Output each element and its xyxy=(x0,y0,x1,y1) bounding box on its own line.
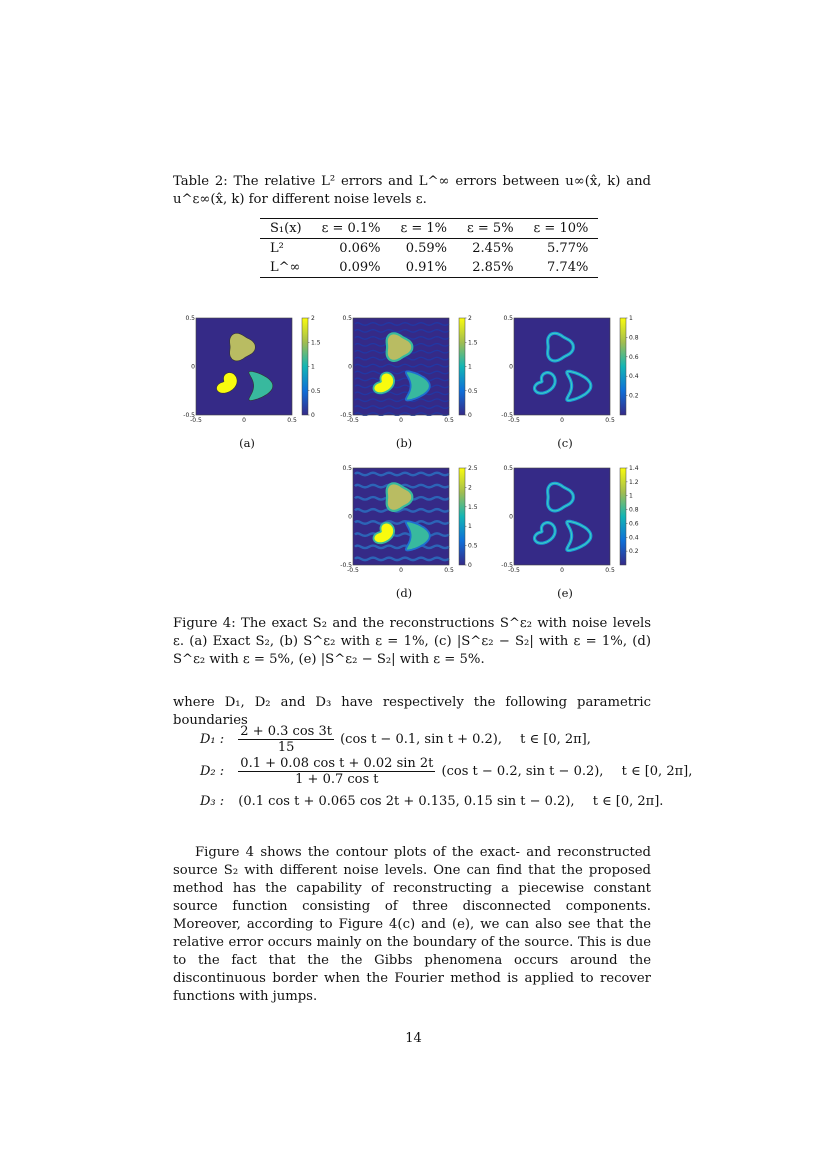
y-tick-label: 0 xyxy=(348,513,352,521)
colorbar-tick-label: 1.5 xyxy=(311,339,321,347)
subplot-label: (a) xyxy=(239,436,255,450)
eq-fraction xyxy=(238,756,435,787)
body-paragraph: Figure 4 shows the contour plots of the exact- and reconstructed source S₂ with different noise levels. One can find that the proposed method has the capability of reconstructing a piecewise constant source function consisting of three disconnected components. Moreover, according to Figure 4(c) and (e), we can also see that the relative error occurs mainly on the boundary of the source. This is due to the fact that the the Gibbs phenomena occurs around the discontinuous border when the Fourier method is applied to recover functions with jumps. xyxy=(173,845,651,1004)
subplot-b xyxy=(340,313,497,433)
x-tick-label: -0.5 xyxy=(190,417,202,424)
colorbar-tick-label: 1.5 xyxy=(468,503,478,511)
plot-area xyxy=(514,468,610,565)
subplot-a xyxy=(183,313,340,433)
plot-area xyxy=(353,468,449,565)
table-cell: 7.74% xyxy=(547,260,589,275)
colorbar-tick-label: 2 xyxy=(468,484,472,492)
colorbar xyxy=(620,468,626,565)
subplot-c xyxy=(501,313,658,433)
eq-denominator: 1 + 0.7 cos t xyxy=(295,772,379,787)
y-tick-label: 0.5 xyxy=(503,465,513,472)
colorbar-tick-label: 0.8 xyxy=(629,506,639,514)
x-tick-label: 0.5 xyxy=(444,417,454,424)
x-tick-label: -0.5 xyxy=(347,417,359,424)
eq-lhs: D₂ : xyxy=(200,764,225,779)
y-tick-label: 0.5 xyxy=(342,315,352,322)
y-tick-label: 0.5 xyxy=(185,315,195,322)
y-tick-label: -0.5 xyxy=(340,562,352,569)
colorbar-tick-label: 0.4 xyxy=(629,534,639,542)
colorbar-tick-label: 1 xyxy=(629,492,633,500)
colorbar-tick-label: 0 xyxy=(468,562,472,569)
y-tick-label: -0.5 xyxy=(183,412,195,419)
colorbar-tick-label: 1 xyxy=(468,363,472,371)
table-cell: 0.09% xyxy=(339,260,381,275)
eq-lhs: D₁ : xyxy=(200,732,225,747)
colorbar-tick-label: 1 xyxy=(468,523,472,531)
equation-d3 xyxy=(200,794,663,809)
colorbar xyxy=(459,468,465,565)
colorbar-tick-label: 0 xyxy=(468,412,472,419)
colorbar-tick-label: 0.6 xyxy=(629,353,639,361)
table-cell: L² xyxy=(270,241,284,256)
x-tick-label: 0.5 xyxy=(287,417,297,424)
table-cell: 5.77% xyxy=(547,241,589,256)
colorbar-tick-label: 0 xyxy=(311,412,315,419)
colorbar-tick-label: 1 xyxy=(629,315,633,322)
x-tick-label: 0.5 xyxy=(444,567,454,574)
subplot-label: (b) xyxy=(395,436,413,450)
y-tick-label: 0 xyxy=(509,513,513,521)
subplot-label: (c) xyxy=(557,436,573,450)
x-tick-label: 0 xyxy=(560,417,564,424)
colorbar-tick-label: 0.5 xyxy=(311,387,321,395)
table-cell: 0.91% xyxy=(405,260,448,275)
eq-range: t ∈ [0, 2π], xyxy=(520,732,591,747)
eq-denominator: 15 xyxy=(277,740,295,755)
colorbar-tick-label: 0.2 xyxy=(629,392,639,400)
table-header: ε = 1% xyxy=(400,221,448,236)
equation-d2 xyxy=(200,756,692,787)
table-header: ε = 10% xyxy=(533,221,589,236)
colorbar-tick-label: 0.6 xyxy=(629,520,639,528)
x-tick-label: 0 xyxy=(399,567,403,574)
colorbar xyxy=(620,318,626,415)
intro-text: where D₁, D₂ and D₃ have respectively the following parametric boundaries xyxy=(173,695,651,728)
eq-numerator: 0.1 + 0.08 cos t + 0.02 sin 2t xyxy=(240,756,434,771)
eq-body: (0.1 cos t + 0.065 cos 2t + 0.135, 0.15 sin t − 0.2), xyxy=(238,794,575,809)
x-tick-label: 0 xyxy=(399,417,403,424)
table-row xyxy=(260,258,598,278)
equation-d1 xyxy=(200,724,591,755)
table-cell: 2.85% xyxy=(472,260,514,275)
colorbar-tick-label: 2.5 xyxy=(468,465,478,472)
colorbar-tick-label: 1.5 xyxy=(468,339,478,347)
colorbar-tick-label: 1 xyxy=(311,363,315,371)
colorbar-tick-label: 2 xyxy=(311,315,315,322)
colorbar xyxy=(302,318,308,415)
y-tick-label: 0 xyxy=(348,363,352,371)
colorbar-tick-label: 0.8 xyxy=(629,334,639,342)
table-cell: 2.45% xyxy=(472,241,514,256)
table-cell: 0.06% xyxy=(339,241,381,256)
y-tick-label: -0.5 xyxy=(501,562,513,569)
x-tick-label: -0.5 xyxy=(508,567,520,574)
colorbar-tick-label: 1.2 xyxy=(629,478,639,486)
subplot-label: (e) xyxy=(557,586,573,600)
eq-fraction xyxy=(238,724,334,755)
eq-rest: (cos t − 0.2, sin t − 0.2), xyxy=(441,764,604,779)
table-row xyxy=(260,239,598,259)
x-tick-label: 0.5 xyxy=(605,567,615,574)
colorbar-tick-label: 0.2 xyxy=(629,548,639,556)
subplot-d xyxy=(340,463,497,583)
plot-area xyxy=(196,318,292,415)
y-tick-label: -0.5 xyxy=(501,412,513,419)
page-number: 14 xyxy=(405,1031,422,1046)
x-tick-label: -0.5 xyxy=(347,567,359,574)
colorbar-tick-label: 2 xyxy=(468,315,472,322)
table-header: ε = 5% xyxy=(467,221,514,236)
y-tick-label: -0.5 xyxy=(340,412,352,419)
subplot-label: (d) xyxy=(395,586,413,600)
subplot-e xyxy=(501,463,658,583)
plot-area xyxy=(514,318,610,415)
table-cell: L^∞ xyxy=(270,260,301,275)
colorbar-tick-label: 0.5 xyxy=(468,387,478,395)
error-table xyxy=(260,218,598,278)
y-tick-label: 0.5 xyxy=(342,465,352,472)
x-tick-label: 0.5 xyxy=(605,417,615,424)
table-caption: Table 2: The relative L² errors and L^∞ errors between u∞(x̂, k) and u^ε∞(x̂, k) for different noise levels ε. xyxy=(173,174,651,207)
figure-caption: Figure 4: The exact S₂ and the reconstructions S^ε₂ with noise levels ε. (a) Exact S₂, (b) S^ε₂ with ε = 1%, (c) |S^ε₂ − S₂| with ε = 1%, (d) S^ε₂ with ε = 5%, (e) |S^ε₂ − S₂| with ε = 5%. xyxy=(173,616,651,667)
y-tick-label: 0.5 xyxy=(503,315,513,322)
table-header: ε = 0.1% xyxy=(321,221,381,236)
table-header: S₁(x) xyxy=(270,221,302,236)
eq-range: t ∈ [0, 2π], xyxy=(621,764,693,779)
table-cell: 0.59% xyxy=(405,241,448,256)
x-tick-label: 0 xyxy=(242,417,246,424)
y-tick-label: 0 xyxy=(509,363,513,371)
x-tick-label: 0 xyxy=(560,567,564,574)
eq-lhs: D₃ : xyxy=(200,794,225,809)
table-header-row xyxy=(260,219,598,239)
eq-range: t ∈ [0, 2π]. xyxy=(592,794,664,809)
colorbar-tick-label: 0.4 xyxy=(629,373,639,381)
colorbar xyxy=(459,318,465,415)
x-tick-label: -0.5 xyxy=(508,417,520,424)
colorbar-tick-label: 1.4 xyxy=(629,465,639,472)
eq-rest: (cos t − 0.1, sin t + 0.2), xyxy=(340,732,502,747)
colorbar-tick-label: 0.5 xyxy=(468,542,478,550)
eq-numerator: 2 + 0.3 cos 3t xyxy=(240,724,332,739)
y-tick-label: 0 xyxy=(191,363,195,371)
